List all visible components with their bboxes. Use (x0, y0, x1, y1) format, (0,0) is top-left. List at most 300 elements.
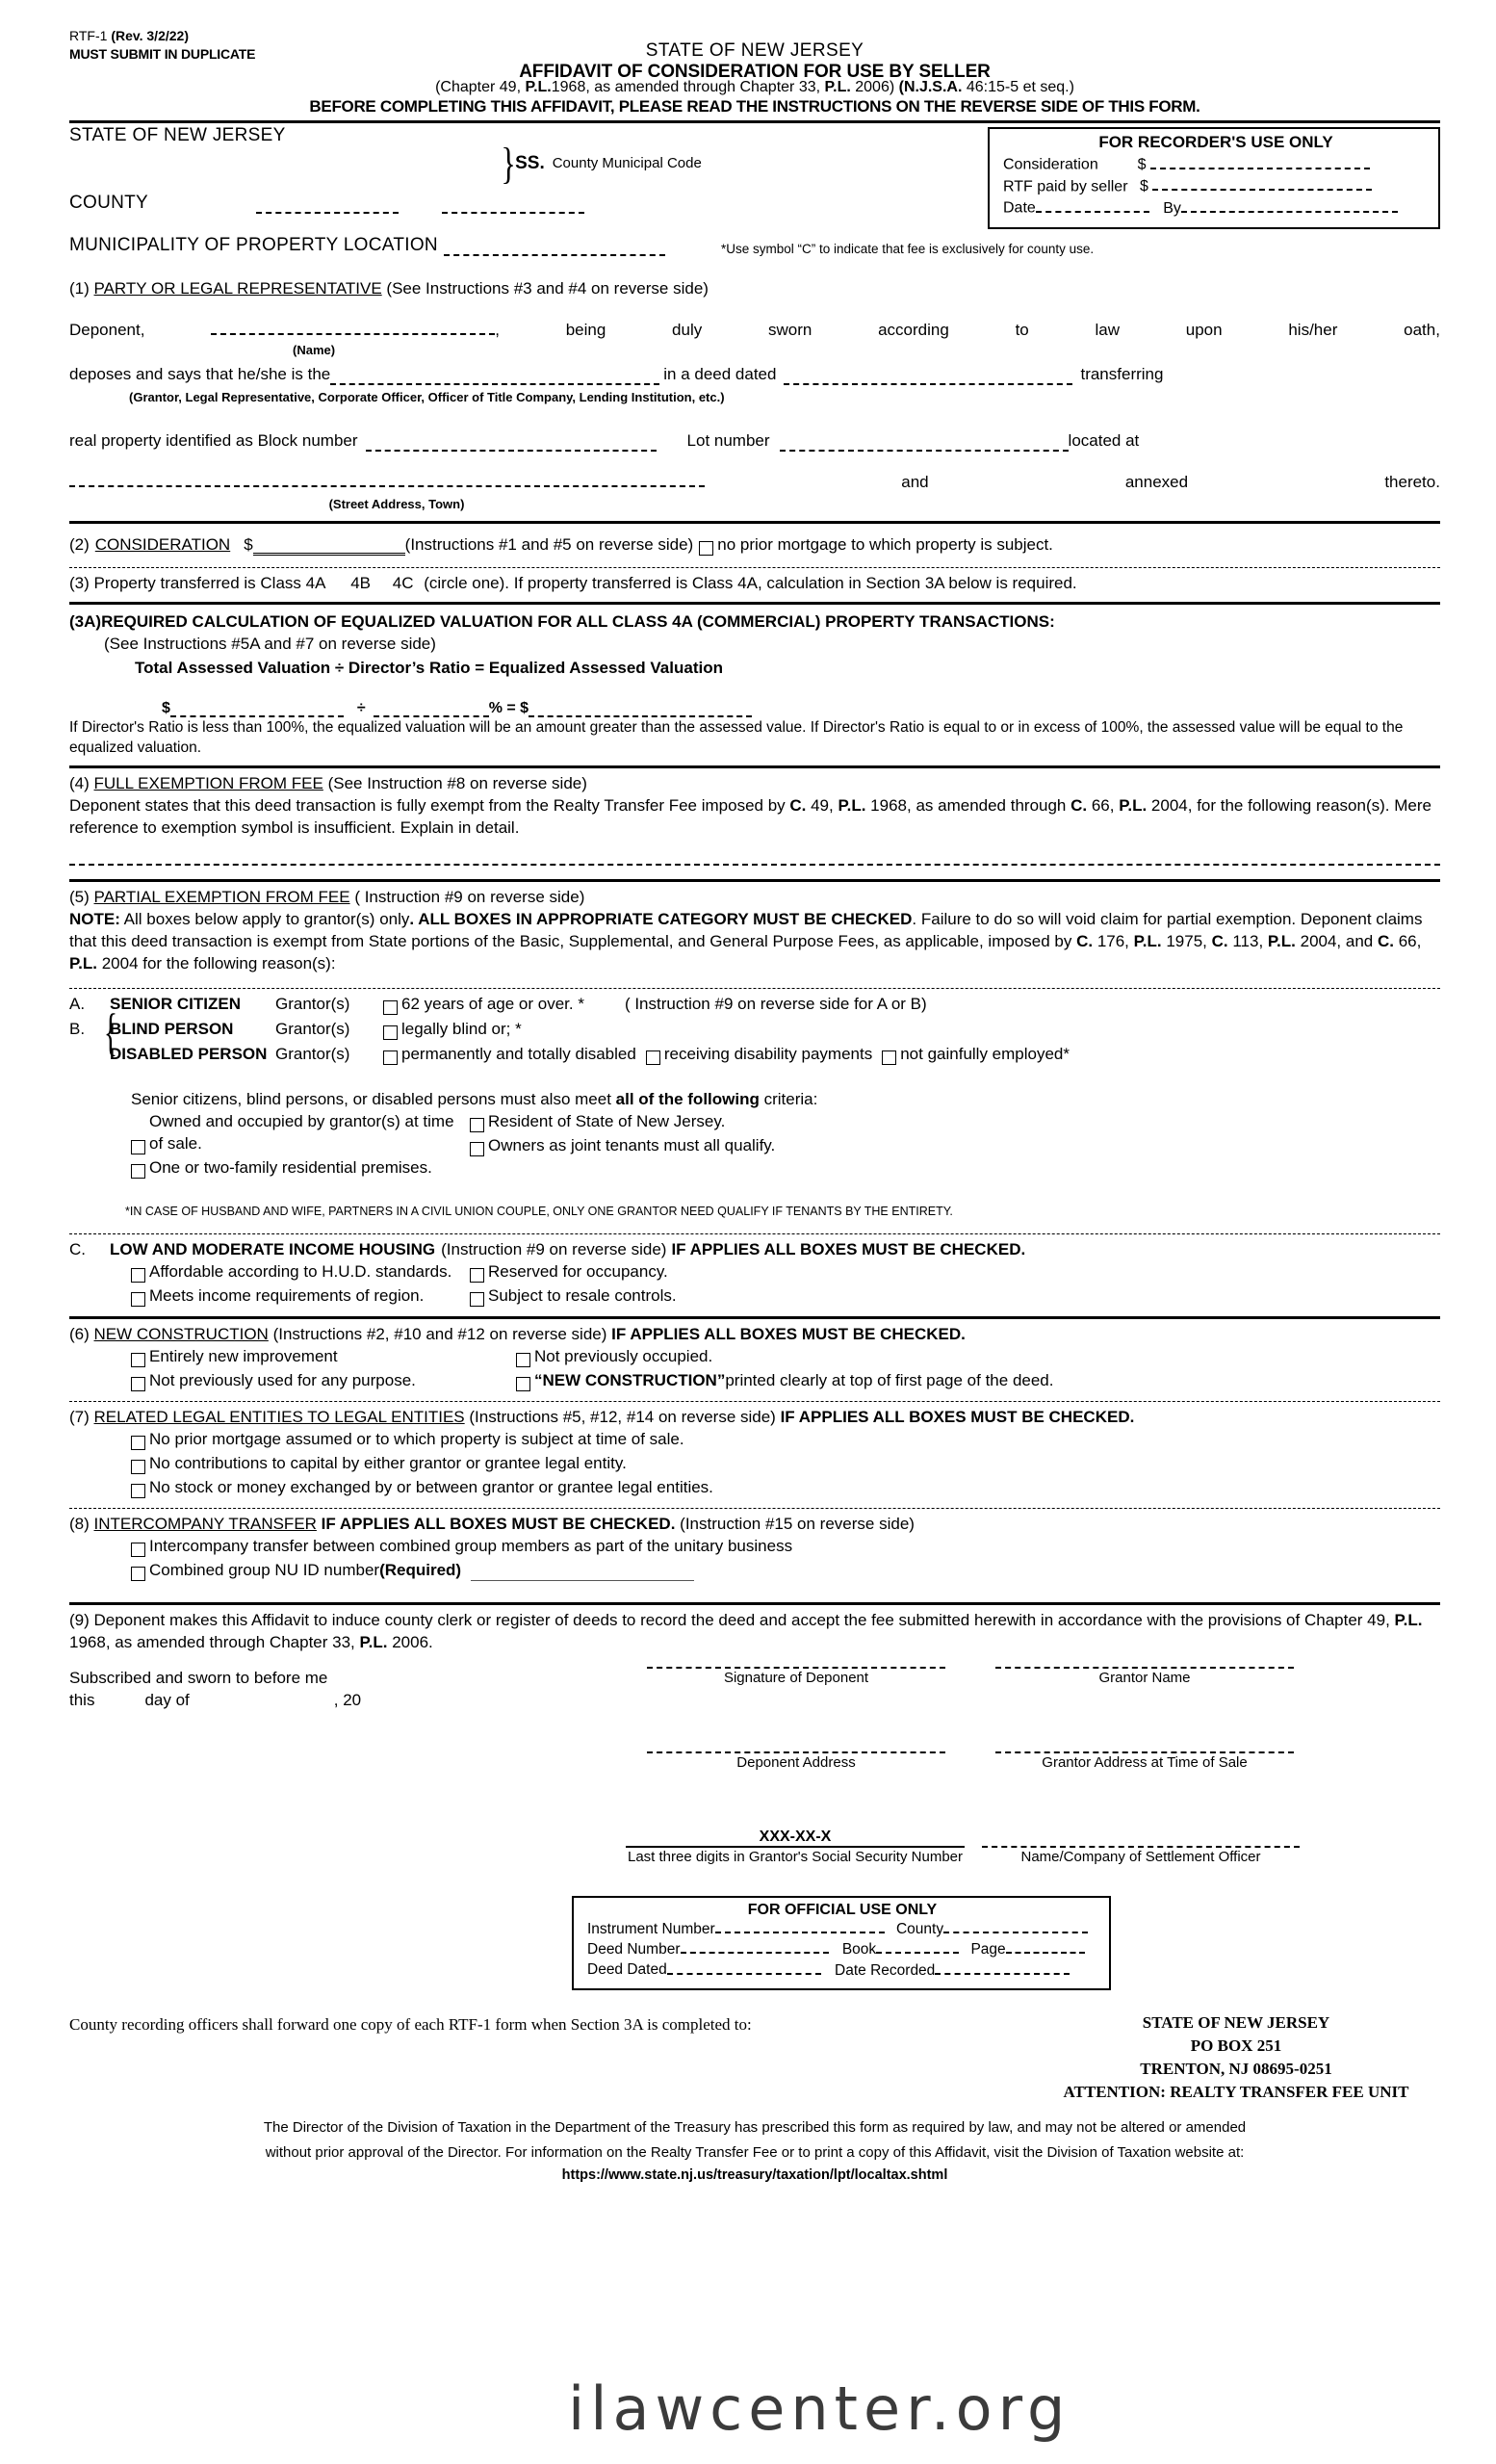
joint-tenants-checkbox[interactable] (470, 1142, 484, 1156)
sworn-word-1: duly (672, 321, 703, 339)
nj-resident-checkbox[interactable] (470, 1118, 484, 1132)
day-field[interactable] (94, 1698, 144, 1711)
intercompany-item-1 (131, 1559, 1440, 1581)
form-revision: (Rev. 3/2/22) (111, 28, 189, 43)
section-4 (69, 772, 1440, 866)
s9-text-1: (9) Deponent makes this Affidavit to induce county clerk or register of deeds to record the deed and accept the fee submitted herewith in accordance with the provisions of Chapter 49, (69, 1611, 1395, 1629)
section-4-heading (69, 772, 1440, 794)
criteria-right-0 (470, 1110, 775, 1132)
lot-number-label: Lot number (686, 431, 770, 450)
signature-columns-row3 (626, 1829, 1300, 1865)
thereto-word: thereto. (1384, 473, 1440, 491)
s4-c49: C. (789, 796, 807, 815)
ssn-col (626, 1829, 965, 1865)
section-8-number: (8) (69, 1515, 90, 1533)
s5-t3: 113, (1227, 932, 1268, 950)
header-title: AFFIDAVIT OF CONSIDERATION FOR USE BY SELLER (519, 62, 991, 82)
sworn-word-3: according (878, 321, 949, 339)
legally-blind-checkbox[interactable] (383, 1025, 398, 1040)
book-field[interactable] (876, 1939, 959, 1954)
section-8-instruction-ref: (Instruction #15 on reverse side) (680, 1515, 915, 1533)
official-deed-dated-row (587, 1959, 1097, 1980)
s4-pl2: P.L. (1119, 796, 1148, 815)
no-prior-mortgage-assumed-checkbox[interactable] (131, 1436, 145, 1450)
section-4-instruction-ref: (See Instruction #8 on reverse side) (327, 774, 587, 792)
receiving-disability-label: receiving disability payments (663, 1045, 873, 1063)
date-recorded-field[interactable] (935, 1959, 1070, 1974)
municipality-field[interactable] (444, 241, 665, 256)
related-entities-item-2 (131, 1476, 1440, 1498)
instrument-number-label: Instrument Number (587, 1921, 715, 1938)
sworn-word-4: to (1015, 321, 1029, 339)
county-municipal-code-label: County Municipal Code (552, 155, 702, 172)
date-line (69, 1689, 361, 1711)
sworn-word-2: sworn (767, 321, 812, 339)
combined-group-nuid-checkbox[interactable] (131, 1567, 145, 1581)
role-caption: (Grantor, Legal Representative, Corporate Officer, Officer of Title Company, Lending Institution, etc.) (129, 390, 725, 404)
header-before-completing: BEFORE COMPLETING THIS AFFIDAVIT, PLEASE READ THE INSTRUCTIONS ON THE REVERSE SIDE OF THIS FORM. (309, 97, 1200, 116)
class-4c-option[interactable]: 4C (392, 574, 414, 592)
resale-controls-label: Subject to resale controls. (488, 1286, 677, 1305)
form-header (69, 27, 1440, 81)
deponent-row: Deponent, , being duly sworn according to law upon his/her oath, (69, 321, 1440, 339)
lmi-all-boxes: IF APPLIES ALL BOXES MUST BE CHECKED. (671, 1240, 1026, 1258)
deponent-label: Deponent, (69, 321, 145, 339)
address-line-3: ATTENTION: REALTY TRANSFER FEE UNIT (1063, 2082, 1409, 2101)
deed-number-field[interactable] (681, 1939, 829, 1954)
not-previously-occupied-checkbox[interactable] (516, 1353, 530, 1367)
section-7-number: (7) (69, 1408, 90, 1426)
criteria-lead-1: Senior citizens, blind persons, or disabled persons must also meet (131, 1090, 616, 1108)
s5-c66: C. (1377, 932, 1394, 950)
section-6-heading (69, 1323, 1440, 1345)
section-9 (69, 1609, 1440, 1653)
section-4-body (69, 794, 1440, 839)
official-use-box (572, 1896, 1111, 1990)
entirely-new-improvement-checkbox[interactable] (131, 1353, 145, 1367)
category-letter-b: B. (69, 1020, 86, 1038)
senior-instruction-ref: ( Instruction #9 on reverse side for A or B) (624, 995, 927, 1013)
deed-dated-label: Deed Dated (587, 1961, 667, 1979)
intercompany-transfer-label: Intercompany transfer between combined group members as part of the unitary business (149, 1537, 793, 1555)
sworn-word-8: oath, (1404, 321, 1440, 339)
section-6-number: (6) (69, 1325, 90, 1343)
not-gainfully-employed-label: not gainfully employed* (900, 1045, 1070, 1063)
month-field[interactable] (190, 1698, 334, 1711)
section-6 (69, 1323, 1440, 1391)
recorder-consideration-label: Consideration (1003, 156, 1098, 173)
category-disabled-person-label: DISABLED PERSON (110, 1045, 268, 1063)
no-stock-money-exchanged-label: No stock or money exchanged by or between grantor or grantee legal entities. (149, 1478, 713, 1496)
s5-c176: C. (1076, 932, 1094, 950)
lmi-right-1 (470, 1284, 677, 1307)
s9-pl2: P.L. (359, 1633, 388, 1651)
section-8-all-boxes: IF APPLIES ALL BOXES MUST BE CHECKED. (321, 1515, 676, 1533)
s4-pl1: P.L. (838, 796, 866, 815)
section-6-all-boxes: IF APPLIES ALL BOXES MUST BE CHECKED. (611, 1325, 966, 1343)
director-note-line-2: without prior approval of the Director. For information on the Realty Transfer Fee or to print a copy of this Affidavit, visit the Division of Taxation website at: (265, 2143, 1245, 2161)
section-6-title: NEW CONSTRUCTION (93, 1325, 269, 1343)
newconstr-right-1 (516, 1369, 1053, 1391)
new-construction-quote: “NEW CONSTRUCTION” (534, 1371, 726, 1389)
recorder-box-title: FOR RECORDER'S USE ONLY (1098, 133, 1333, 151)
section-8-heading (69, 1513, 1440, 1535)
name-caption: (Name) (293, 343, 336, 357)
section-3a-heading (69, 610, 1440, 633)
official-deed-number-row (587, 1939, 1097, 1959)
page-field[interactable] (1006, 1939, 1085, 1954)
section-3a-instruction-ref: (See Instructions #5A and #7 on reverse side) (104, 635, 436, 653)
s5-note-1: All boxes below apply to grantor(s) only (119, 910, 410, 928)
consideration-amount-field[interactable] (253, 539, 405, 556)
grantor-address-caption: Grantor Address at Time of Sale (1042, 1754, 1248, 1771)
income-requirements-label: Meets income requirements of region. (149, 1286, 425, 1305)
section-5-c-heading (69, 1238, 1440, 1260)
official-instrument-row (587, 1919, 1097, 1939)
street-address-field[interactable] (69, 472, 705, 487)
category-letter-a: A. (69, 995, 86, 1013)
not-gainfully-employed-checkbox[interactable] (882, 1050, 896, 1065)
citation-pl-1: P.L. (525, 79, 552, 95)
related-entities-item-1 (131, 1452, 1440, 1474)
category-blind-person-label: BLIND PERSON (110, 1020, 234, 1038)
intercompany-transfer-checkbox[interactable] (131, 1543, 145, 1557)
section-2-dollar: $ (244, 535, 253, 554)
owned-occupied-label: Owned and occupied by grantor(s) at time of sale. (149, 1112, 454, 1153)
address-line-1: PO BOX 251 (1190, 2036, 1282, 2055)
section-4-writein-line (69, 864, 1440, 866)
s5-pl2004a: P.L. (1267, 932, 1296, 950)
category-row-senior (69, 993, 1440, 1015)
located-at-label: located at (1068, 431, 1140, 450)
section-7-instruction-ref: (Instructions #5, #12, #14 on reverse side) (469, 1408, 776, 1426)
official-county-field[interactable] (943, 1919, 1088, 1933)
signature-columns-row2 (647, 1751, 1294, 1771)
section-4-title: FULL EXEMPTION FROM FEE (93, 774, 323, 792)
section-2-title: CONSIDERATION (94, 535, 231, 554)
s5-t5: 66, (1393, 932, 1422, 950)
section-8-title: INTERCOMPANY TRANSFER (93, 1515, 317, 1533)
in-deed-dated-label: in a deed dated (663, 365, 777, 383)
deposes-row (69, 363, 1440, 385)
s5-t2: 1975, (1161, 932, 1212, 950)
municipality-label: MUNICIPALITY OF PROPERTY LOCATION (69, 235, 438, 255)
lmi-left-0 (131, 1260, 470, 1283)
newconstr-right-0 (516, 1345, 1053, 1367)
s9-pl1: P.L. (1394, 1611, 1423, 1629)
section-2-number: (2) (69, 535, 90, 554)
deponent-address-col (647, 1751, 945, 1771)
lmi-housing-title: LOW AND MODERATE INCOME HOUSING (110, 1240, 436, 1258)
street-address-row (69, 471, 1440, 493)
hud-standards-checkbox[interactable] (131, 1268, 145, 1283)
section-3-text-a: (3) Property transferred is Class 4A (69, 574, 325, 592)
joint-tenants-label: Owners as joint tenants must all qualify. (488, 1136, 776, 1154)
citation-part-a: (Chapter 49, (435, 79, 526, 95)
senior-62-checkbox[interactable] (383, 1000, 398, 1015)
senior-blind-disabled-criteria (131, 1088, 1440, 1179)
section-3a-calc-row (162, 700, 1440, 717)
signature-deponent-col (647, 1667, 945, 1686)
annexed-word: annexed (1124, 473, 1189, 491)
sworn-word-7: his/her (1288, 321, 1338, 339)
s5-t1: 176, (1093, 932, 1134, 950)
no-contributions-capital-label: No contributions to capital by either grantor or grantee legal entity. (149, 1454, 627, 1472)
section-3a-note: If Director's Ratio is less than 100%, the equalized valuation will be an amount greater than the assessed value. If Director's Ratio is equal to or in excess of 100%, the assessed value will be equal to the equalized valuation. (69, 719, 1404, 756)
section-7-heading (69, 1406, 1440, 1428)
combined-group-nuid-field[interactable] (471, 1567, 694, 1581)
lot-number-field[interactable] (780, 436, 1069, 452)
forward-instruction: County recording officers shall forward one copy of each RTF-1 form when Section 3A is completed to: (69, 2014, 752, 2034)
form-identifier-block (69, 27, 255, 64)
recorder-date-label: Date (1003, 199, 1036, 217)
deponent-address-caption: Deponent Address (736, 1754, 856, 1771)
blind-grantors-label: Grantor(s) (275, 1020, 350, 1038)
section-3a-title: REQUIRED CALCULATION OF EQUALIZED VALUATION FOR ALL CLASS 4A (COMMERCIAL) PROPERTY TRANSACTIONS: (101, 612, 1055, 631)
section-1-instruction-ref: (See Instructions #3 and #4 on reverse side) (386, 279, 709, 298)
s5-pl2004b: P.L. (69, 954, 97, 973)
s4-c66: C. (1070, 796, 1088, 815)
street-caption: (Street Address, Town) (328, 497, 465, 511)
header-state-line: STATE OF NEW JERSEY (645, 40, 864, 61)
section-1-number: (1) (69, 279, 90, 298)
not-previously-occupied-label: Not previously occupied. (534, 1347, 713, 1365)
senior-62-label: 62 years of age or over. * (401, 995, 584, 1013)
owned-occupied-checkbox[interactable] (131, 1140, 145, 1154)
no-contributions-capital-checkbox[interactable] (131, 1460, 145, 1474)
s9-text-3: 2006. (387, 1633, 433, 1651)
official-county-label: County (895, 1921, 944, 1938)
instrument-number-field[interactable] (715, 1919, 885, 1933)
section-1-title: PARTY OR LEGAL REPRESENTATIVE (93, 279, 382, 298)
role-field[interactable] (330, 370, 659, 385)
section-3 (69, 572, 1440, 594)
s5-pl1975: P.L. (1133, 932, 1162, 950)
s4-body-5: 2004, for the following reason(s). Mere reference to exemption symbol is insufficient. Explain in detail. (69, 796, 1432, 837)
date-recorded-label: Date Recorded (835, 1961, 936, 1979)
section-2 (69, 533, 1440, 556)
transferring-label: transferring (1080, 365, 1164, 383)
legally-blind-label: legally blind or; * (401, 1020, 522, 1038)
citation-pl-2: P.L. (824, 79, 851, 95)
no-prior-mortgage-assumed-label: No prior mortgage assumed or to which property is subject at time of sale. (149, 1430, 684, 1448)
disabled-grantors-label: Grantor(s) (275, 1045, 350, 1063)
section-7-title: RELATED LEGAL ENTITIES TO LEGAL ENTITIES (93, 1408, 465, 1426)
class-4b-option[interactable]: 4B (350, 574, 372, 592)
county-use-note: *Use symbol “C” to indicate that fee is exclusively for county use. (720, 242, 1095, 256)
form-id: RTF-1 (69, 28, 108, 43)
permanently-disabled-label: permanently and totally disabled (401, 1045, 636, 1063)
resale-controls-checkbox[interactable] (470, 1292, 484, 1307)
deposes-lead: deposes and says that he/she is the (69, 365, 331, 383)
section-6-instruction-ref: (Instructions #2, #10 and #12 on reverse side) (272, 1325, 607, 1343)
official-use-wrapper (69, 1896, 1440, 1990)
deed-number-label: Deed Number (587, 1941, 681, 1958)
settlement-officer-col (982, 1846, 1300, 1865)
s9-text-2: 1968, as amended through Chapter 33, (69, 1633, 360, 1651)
section-5-note (69, 908, 1440, 974)
s4-body-3: 1968, as amended through (865, 796, 1067, 815)
section-3a-number: (3A) (69, 612, 102, 631)
combined-group-nuid-label: Combined group NU ID number (149, 1561, 380, 1579)
section-5-title: PARTIAL EXEMPTION FROM FEE (93, 888, 350, 906)
subscribed-sworn-block (69, 1667, 361, 1711)
entirety-note: *IN CASE OF HUSBAND AND WIFE, PARTNERS IN A CIVIL UNION COUPLE, ONLY ONE GRANTOR NEED QUALIFY IF TENANTS BY THE ENTIRETY. (125, 1205, 953, 1218)
new-construction-rest: printed clearly at top of first page of the deed. (725, 1371, 1054, 1389)
site-watermark: ilawcenter.org (568, 2373, 1071, 2444)
citation-part-b: 1968, as amended through Chapter 33, (551, 79, 825, 95)
grantor-address-col (995, 1751, 1294, 1771)
grantor-name-col (995, 1667, 1294, 1686)
one-two-family-label: One or two-family residential premises. (149, 1158, 432, 1177)
deponent-name-field[interactable] (211, 320, 495, 335)
section-3a (69, 610, 1440, 758)
section-7 (69, 1406, 1440, 1498)
must-submit-label: MUST SUBMIT IN DUPLICATE (69, 46, 256, 62)
category-senior-citizen-label: SENIOR CITIZEN (110, 995, 242, 1013)
section-8 (69, 1513, 1440, 1581)
mailing-address (1032, 2011, 1440, 2104)
section-5-instruction-ref: ( Instruction #9 on reverse side) (354, 888, 585, 906)
newconstr-left-1 (131, 1369, 516, 1391)
s5-t6: 2004 for the following reason(s): (96, 954, 336, 973)
signature-deponent-caption: Signature of Deponent (723, 1670, 869, 1686)
hud-standards-label: Affordable according to H.U.D. standards. (149, 1262, 452, 1281)
section-1 (69, 277, 1440, 515)
calc-dollar-1: $ (162, 700, 170, 716)
criteria-left-1 (131, 1156, 470, 1179)
no-prior-mortgage-checkbox[interactable] (699, 541, 713, 556)
s4-body-2: 49, (806, 796, 838, 815)
divide-symbol: ÷ (356, 700, 366, 716)
state-of-new-jersey-label: STATE OF NEW JERSEY (69, 125, 286, 145)
book-label: Book (841, 1941, 877, 1958)
real-property-lead: real property identified as Block number (69, 431, 358, 450)
grantor-name-caption: Grantor Name (1098, 1670, 1191, 1686)
reserved-occupancy-checkbox[interactable] (470, 1268, 484, 1283)
receiving-disability-checkbox[interactable] (646, 1050, 660, 1065)
citation-part-d: 46:15-5 et seq.) (962, 79, 1074, 95)
section-2-instruction-ref: (Instructions #1 and #5 on reverse side) (404, 535, 694, 554)
combined-group-required-label: (Required) (379, 1561, 462, 1579)
lmi-left-1 (131, 1284, 470, 1307)
not-previously-used-checkbox[interactable] (131, 1377, 145, 1391)
criteria-lead-2: criteria: (759, 1090, 818, 1108)
s5-note-bold: . ALL BOXES IN APPROPRIATE CATEGORY MUST BE CHECKED (409, 910, 913, 928)
year-prefix: , 20 (333, 1691, 362, 1709)
s4-body-4: 66, (1087, 796, 1120, 815)
s4-body-1: Deponent states that this deed transaction is fully exempt from the Realty Transfer Fee imposed by (69, 796, 790, 815)
equalized-valuation-field[interactable] (529, 702, 752, 717)
day-of-label: day of (144, 1691, 190, 1709)
ssn-caption: Last three digits in Grantor's Social Security Number (627, 1849, 963, 1865)
one-two-family-checkbox[interactable] (131, 1164, 145, 1179)
directors-ratio-field[interactable] (374, 702, 489, 717)
entirely-new-improvement-label: Entirely new improvement (149, 1347, 338, 1365)
related-entities-item-0 (131, 1428, 1440, 1450)
not-previously-used-label: Not previously used for any purpose. (149, 1371, 416, 1389)
ssn-mask: XXX-XX-X (759, 1829, 832, 1845)
official-box-title: FOR OFFICIAL USE ONLY (747, 1902, 938, 1918)
ss-label: SS. (515, 152, 545, 173)
signature-block (69, 1667, 1440, 1907)
sworn-word-5: law (1095, 321, 1121, 339)
section-7-all-boxes: IF APPLIES ALL BOXES MUST BE CHECKED. (780, 1408, 1135, 1426)
lmi-instruction-ref: (Instruction #9 on reverse side) (441, 1240, 667, 1258)
section-1-heading (69, 277, 1440, 299)
s5-c113: C. (1211, 932, 1228, 950)
footer-block (69, 2011, 1440, 2183)
new-construction-printed-checkbox[interactable] (516, 1377, 530, 1391)
sworn-word-6: upon (1185, 321, 1223, 339)
s5-note-label: NOTE: (69, 910, 120, 928)
brace-glyph: } (501, 139, 516, 188)
intercompany-item-0 (131, 1535, 1440, 1557)
section-5 (69, 886, 1440, 974)
section-5-number: (5) (69, 888, 90, 906)
and-word: and (901, 473, 929, 491)
header-citation (69, 79, 1440, 117)
section-4-number: (4) (69, 774, 90, 792)
locality-and-recorder (69, 125, 1440, 270)
settlement-officer-caption: Name/Company of Settlement Officer (1020, 1849, 1261, 1865)
recorder-rtf-label: RTF paid by seller (1003, 178, 1128, 195)
reserved-occupancy-label: Reserved for occupancy. (488, 1262, 668, 1281)
taxation-website-url[interactable]: https://www.state.nj.us/treasury/taxation/lpt/localtax.shtml (561, 2166, 948, 2183)
block-number-field[interactable] (366, 436, 657, 452)
deed-dated-field[interactable] (667, 1959, 821, 1974)
no-stock-money-exchanged-checkbox[interactable] (131, 1484, 145, 1498)
section-3a-formula: Total Assessed Valuation ÷ Director’s Ratio = Equalized Assessed Valuation (135, 659, 723, 677)
page-label: Page (970, 1941, 1006, 1958)
criteria-bold: all of the following (615, 1090, 760, 1108)
block-lot-row (69, 429, 1440, 452)
assessed-valuation-field[interactable] (170, 702, 344, 717)
section-5-c (69, 1238, 1440, 1307)
section-3-text-b: (circle one). If property transferred is Class 4A, calculation in Section 3A below is required. (424, 574, 1077, 592)
category-b-brace: { (103, 1003, 118, 1061)
newconstr-left-0 (131, 1345, 516, 1367)
partial-exemption-categories (69, 993, 1440, 1065)
signature-columns-row1 (647, 1667, 1294, 1686)
address-line-0: STATE OF NEW JERSEY (1142, 2012, 1330, 2032)
s5-t4: 2004, and (1295, 932, 1378, 950)
senior-grantors-label: Grantor(s) (275, 995, 350, 1013)
nj-resident-label: Resident of State of New Jersey. (488, 1112, 726, 1130)
lmi-right-0 (470, 1260, 677, 1283)
permanently-disabled-checkbox[interactable] (383, 1050, 398, 1065)
criteria-left-0 (131, 1110, 470, 1154)
section-5-heading (69, 886, 1440, 908)
recorder-consideration-dollar: $ (1137, 156, 1147, 173)
sworn-word-0: being (565, 321, 606, 339)
category-letter-c: C. (69, 1240, 86, 1258)
category-row-blind (69, 1018, 1440, 1040)
this-word: this (69, 1691, 95, 1709)
percent-equals-symbol: % = $ (488, 700, 529, 716)
county-label: COUNTY (69, 193, 149, 213)
criteria-lead (131, 1088, 1440, 1110)
category-row-disabled (69, 1043, 1440, 1065)
recorder-by-label: By (1163, 199, 1181, 217)
no-prior-mortgage-label: no prior mortgage to which property is subject. (717, 535, 1053, 554)
criteria-right-1 (470, 1134, 775, 1156)
subscribed-line: Subscribed and sworn to before me (69, 1669, 328, 1687)
citation-part-c: 2006) (850, 79, 899, 95)
deed-date-field[interactable] (784, 370, 1072, 385)
citation-njsa: (N.J.S.A. (898, 79, 963, 95)
income-requirements-checkbox[interactable] (131, 1292, 145, 1307)
